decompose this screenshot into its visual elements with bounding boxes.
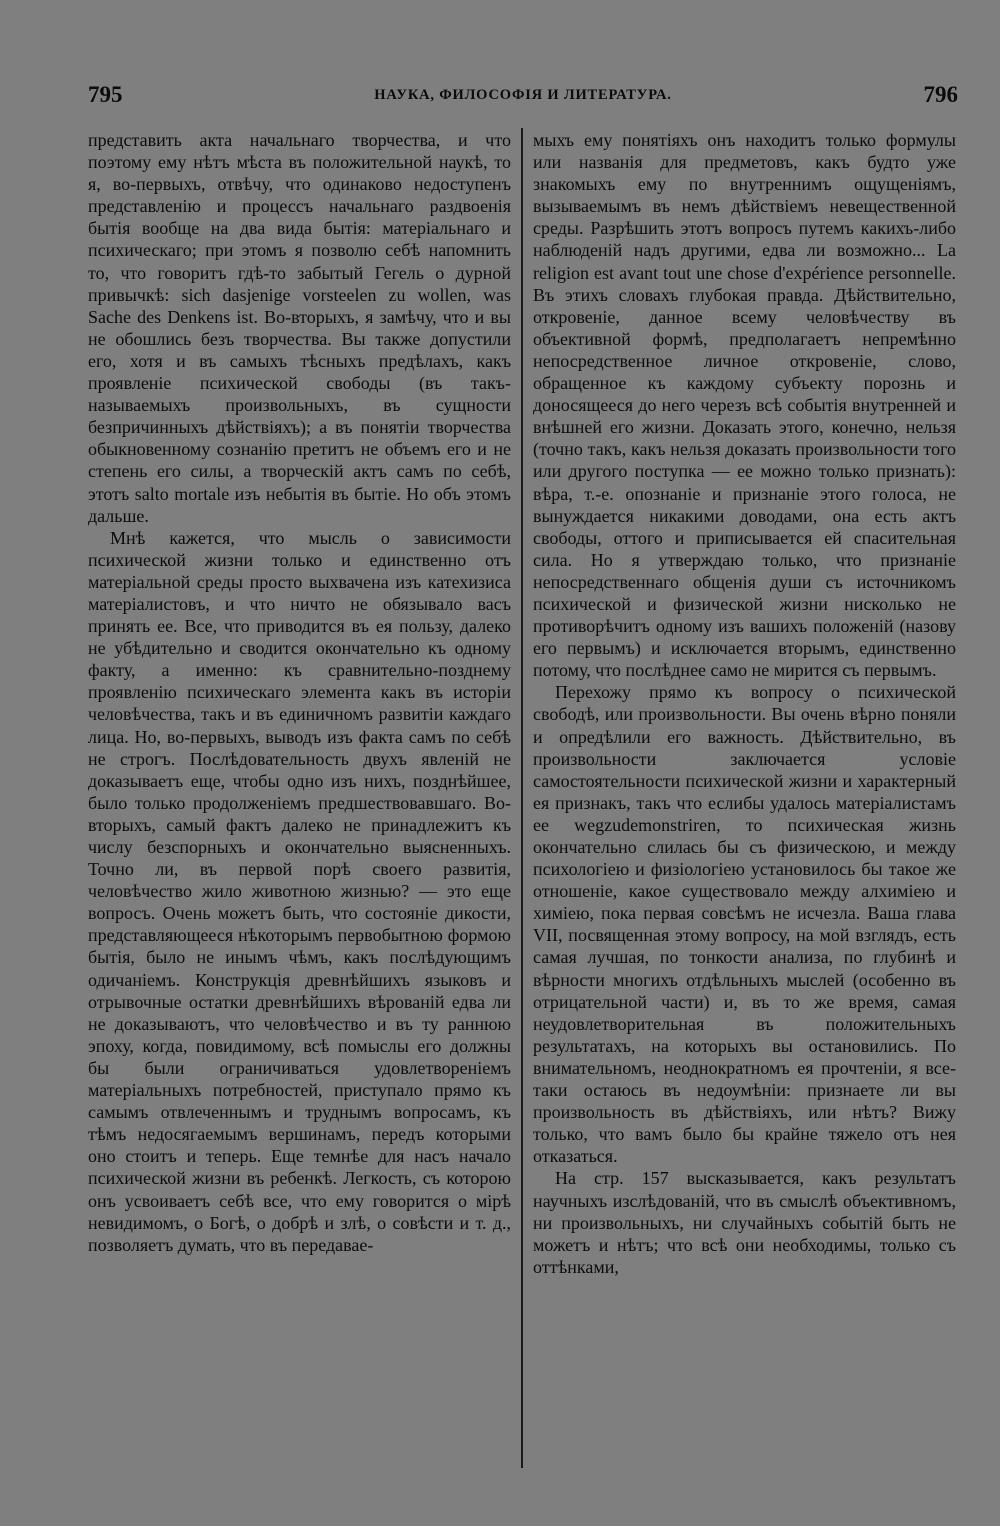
page-number-right: 796: [923, 82, 958, 107]
right-paragraph-3: На стр. 157 высказывается, какъ результатъ научныхъ изслѣдованій, что въ смыслѣ объективномъ, ни произвольныхъ, ни случайныхъ событій быть не можетъ и нѣтъ; что всѣ они необходимы, только съ оттѣнками,: [533, 1168, 956, 1277]
page-number-left: 795: [88, 82, 123, 107]
running-title: НАУКА, ФИЛОСОФІЯ И ЛИТЕРАТУРА.: [374, 87, 672, 103]
page-header: [88, 82, 958, 112]
right-paragraph-1: мыхъ ему понятіяхъ онъ находитъ только формулы или названія для предметовъ, какъ будто уже знакомыхъ ему по внутреннимъ ощущеніямъ, вызываемымъ въ немъ дѣйствіемъ невещественной среды. Разрѣшить этотъ вопросъ путемъ какихъ-либо наблюденій надъ другими, едва ли возможно... La religion est avant tout une chose d'expérience personnelle. Въ этихъ словахъ глубокая правда. Дѣйствительно, откровеніе, данное всему человѣчеству въ объективной формѣ, предполагаетъ непремѣнно непосредственное личное откровеніе, слово, обращенное къ каждому субъекту порознь и доносящееся до него черезъ всѣ событія внутренней и внѣшней его жизни. Доказать этого, конечно, нельзя (точно такъ, какъ нельзя доказать произвольности того или другого поступка — ее можно только признать): вѣра, т.-е. опознаніе и признаніе этого голоса, не вынуждается никакими доводами, она есть актъ свободы, оттого и приписывается ей спасительная сила. Но я утверждаю только, что признаніе непосредственнаго общенія души съ источникомъ психической и физической жизни нисколько не противорѣчитъ одному изъ вашихъ положеній (назову его первымъ) и исключается вторымъ, единственно потому, что послѣднее само не мирится съ первымъ.: [533, 130, 956, 681]
left-paragraph-1: представить акта начальнаго творчества, и что поэтому ему нѣтъ мѣста въ положительной наукѣ, то я, во-первыхъ, отвѣчу, что одинаково недоступенъ представленію и процессъ начальнаго раздвоенія бытія вообще на два вида бытія: матеріальнаго и психическаго; при этомъ я позволю себѣ напомнить то, что говоритъ гдѣ-то забытый Гегель о дурной привычкѣ: sich dasjenige vorsteelen zu wollen, was Sache des Denkens ist. Во-вторыхъ, я замѣчу, что и вы не обошлись безъ творчества. Вы также допустили его, хотя и въ самыхъ тѣсныхъ предѣлахъ, какъ проявленіе психической свободы (въ такъ-называемыхъ произвольныхъ, въ сущности безпричинныхъ дѣйствіяхъ); а въ понятіи творчества обыкновенному сознанію претитъ не объемъ его и не степень его силы, а творческій актъ самъ по себѣ, этотъ salto mortale изъ небытія въ бытіе. Но объ этомъ дальше.: [88, 130, 511, 526]
right-paragraph-2: Перехожу прямо къ вопросу о психической свободѣ, или произвольности. Вы очень вѣрно поняли и опредѣлили его важность. Дѣйствительно, въ произвольности заключается условіе самостоятельности психической жизни и характерный ея признакъ, такъ что еслибы удалось матеріалистамъ ее wegzudemonstriren, то психическая жизнь окончательно слилась бы съ физическою, и между психологіею и физіологіею установилось бы такое же отношеніе, какое существовало между алхиміею и химіею, пока первая совсѣмъ не исчезла. Ваша глава VII, посвященная этому вопросу, на мой взглядъ, есть самая лучшая, по тонкости анализа, по глубинѣ и вѣрности многихъ отдѣльныхъ мыслей (особенно въ отрицательной части) и, въ то же время, самая неудовлетворительная въ положительныхъ результатахъ, на которыхъ вы остановились. По внимательномъ, неоднократномъ ея прочтеніи, я все-таки остаюсь въ недоумѣніи: признаете ли вы произвольность въ дѣйствіяхъ, или нѣтъ? Вижу только, что вамъ было бы крайне тяжело отъ нея отказаться.: [533, 682, 956, 1167]
left-column: [88, 129, 511, 1256]
column-divider: [521, 128, 523, 1468]
right-column: [533, 129, 956, 1278]
left-paragraph-2: Мнѣ кажется, что мысль о зависимости психической жизни только и единственно отъ матеріальной среды просто выхвачена изъ катехизиса матеріалистовъ, и что ничто не обязывало васъ принять ее. Все, что приводится въ ея пользу, далеко не убѣдительно и сводится окончательно къ одному факту, а именно: къ сравнительно-позднему проявленію психическаго элемента какъ въ исторіи человѣчества, такъ и въ единичномъ развитіи каждаго лица. Но, во-первыхъ, выводъ изъ факта самъ по себѣ не строгъ. Послѣдовательность двухъ явленій не доказываетъ еще, чтобы одно изъ нихъ, позднѣйшее, было только продолженіемъ предшествовавшаго. Во-вторыхъ, самый фактъ далеко не принадлежитъ къ числу безспорныхъ и окончательно выясненныхъ. Точно ли, въ первой порѣ своего развитія, человѣчество жило животною жизнью? — это еще вопросъ. Очень можетъ быть, что состояніе дикости, представляющееся нѣкоторымъ первобытною формою бытія, было не инымъ чѣмъ, какъ послѣдующимъ одичаніемъ. Конструкція древнѣйшихъ языковъ и отрывочные остатки древнѣйшихъ вѣрованій едва ли не доказываютъ, что человѣчество и въ ту раннюю эпоху, когда, повидимому, всѣ помыслы его должны бы были ограничиваться удовлетвореніемъ матеріальныхъ потребностей, приступало прямо къ самымъ отвлеченнымъ и труднымъ вопросамъ, къ тѣмъ недосягаемымъ вершинамъ, передъ которыми оно стоитъ и теперь. Еще темнѣе для насъ начало психической жизни въ ребенкѣ. Легкость, съ которою онъ усвоиваетъ себѣ все, что ему говорится о мірѣ невидимомъ, о Богѣ, о добрѣ и злѣ, о совѣсти и т. д., позволяетъ думать, что въ передавае-: [88, 527, 511, 1255]
